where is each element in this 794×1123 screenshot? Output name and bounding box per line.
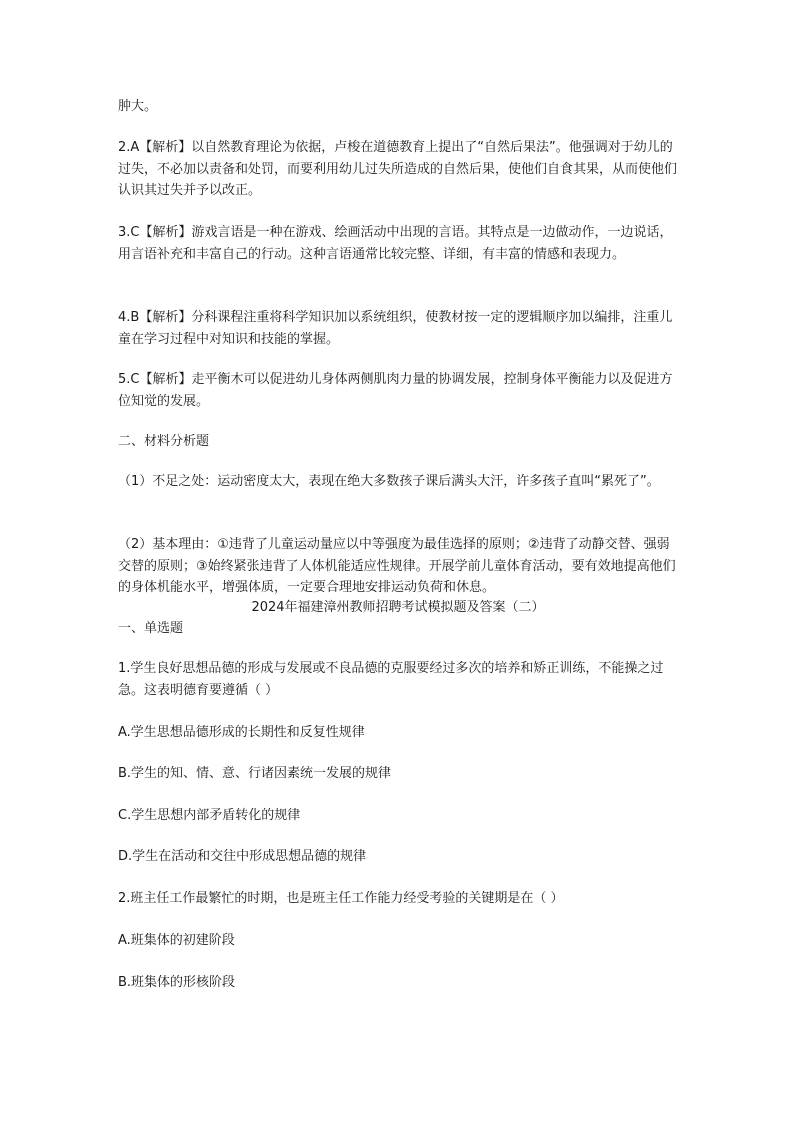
question-1: 1.学生良好思想品德的形成与发展或不良品德的克服要经过多次的培养和矫正训练，不能操之过急。这表明德育要遵循（ ） bbox=[118, 661, 664, 698]
question-1-option-d: D.学生在活动和交往中形成思想品德的规律 bbox=[118, 849, 367, 864]
answer-explanation-2: 2.A【解析】以自然教育理论为依据，卢梭在道德教育上提出了“自然后果法”。他强调对于幼儿的过失，不必加以责备和处罚，而要利用幼儿过失所造成的自然后果，使他们自食其果，从而使他们认识其过失并予以改正。 bbox=[118, 140, 678, 198]
analysis-point-1: （1）不足之处：运动密度太大，表现在绝大多数孩子课后满头大汗，许多孩子直叫“累死了”。 bbox=[118, 474, 660, 489]
question-2-option-b: B.班集体的形核阶段 bbox=[118, 975, 236, 990]
question-2-option-a: A.班集体的初建阶段 bbox=[118, 933, 235, 948]
paragraph-continuation: 肿大。 bbox=[118, 99, 158, 114]
section-heading-single-choice: 一、单选题 bbox=[118, 621, 184, 636]
document-title: 2024年福建漳州教师招聘考试模拟题及答案（二） bbox=[251, 600, 545, 615]
question-2: 2.班主任工作最繁忙的时期，也是班主任工作能力经受考验的关键期是在（ ） bbox=[118, 891, 564, 906]
question-1-option-a: A.学生思想品德形成的长期性和反复性规律 bbox=[118, 725, 365, 740]
section-heading-material-analysis: 二、材料分析题 bbox=[118, 434, 210, 449]
answer-explanation-3: 3.C【解析】游戏言语是一种在游戏、绘画活动中出现的言语。其特点是一边做动作，一边说话，用言语补充和丰富自己的行动。这种言语通常比较完整、详细，有丰富的情感和表现力。 bbox=[118, 225, 673, 262]
answer-explanation-4: 4.B【解析】分科课程注重将科学知识加以系统组织，使教材按一定的逻辑顺序加以编排，注重儿童在学习过程中对知识和技能的掌握。 bbox=[118, 310, 673, 347]
answer-explanation-5: 5.C【解析】走平衡木可以促进幼儿身体两侧肌肉力量的协调发展，控制身体平衡能力以及促进方位知觉的发展。 bbox=[118, 372, 673, 409]
question-1-option-b: B.学生的知、情、意、行诸因素统一发展的规律 bbox=[118, 766, 392, 781]
analysis-point-2: （2）基本理由：①违背了儿童运动量应以中等强度为最佳选择的原则；②违背了动静交替、强弱交替的原则；③始终紧张违背了人体机能适应性规律。开展学前儿童体育活动，要有效地提高他们的身体机能水平，增强体质，一定要合理地安排运动负荷和休息。 bbox=[118, 537, 676, 595]
question-1-option-c: C.学生思想内部矛盾转化的规律 bbox=[118, 808, 301, 823]
